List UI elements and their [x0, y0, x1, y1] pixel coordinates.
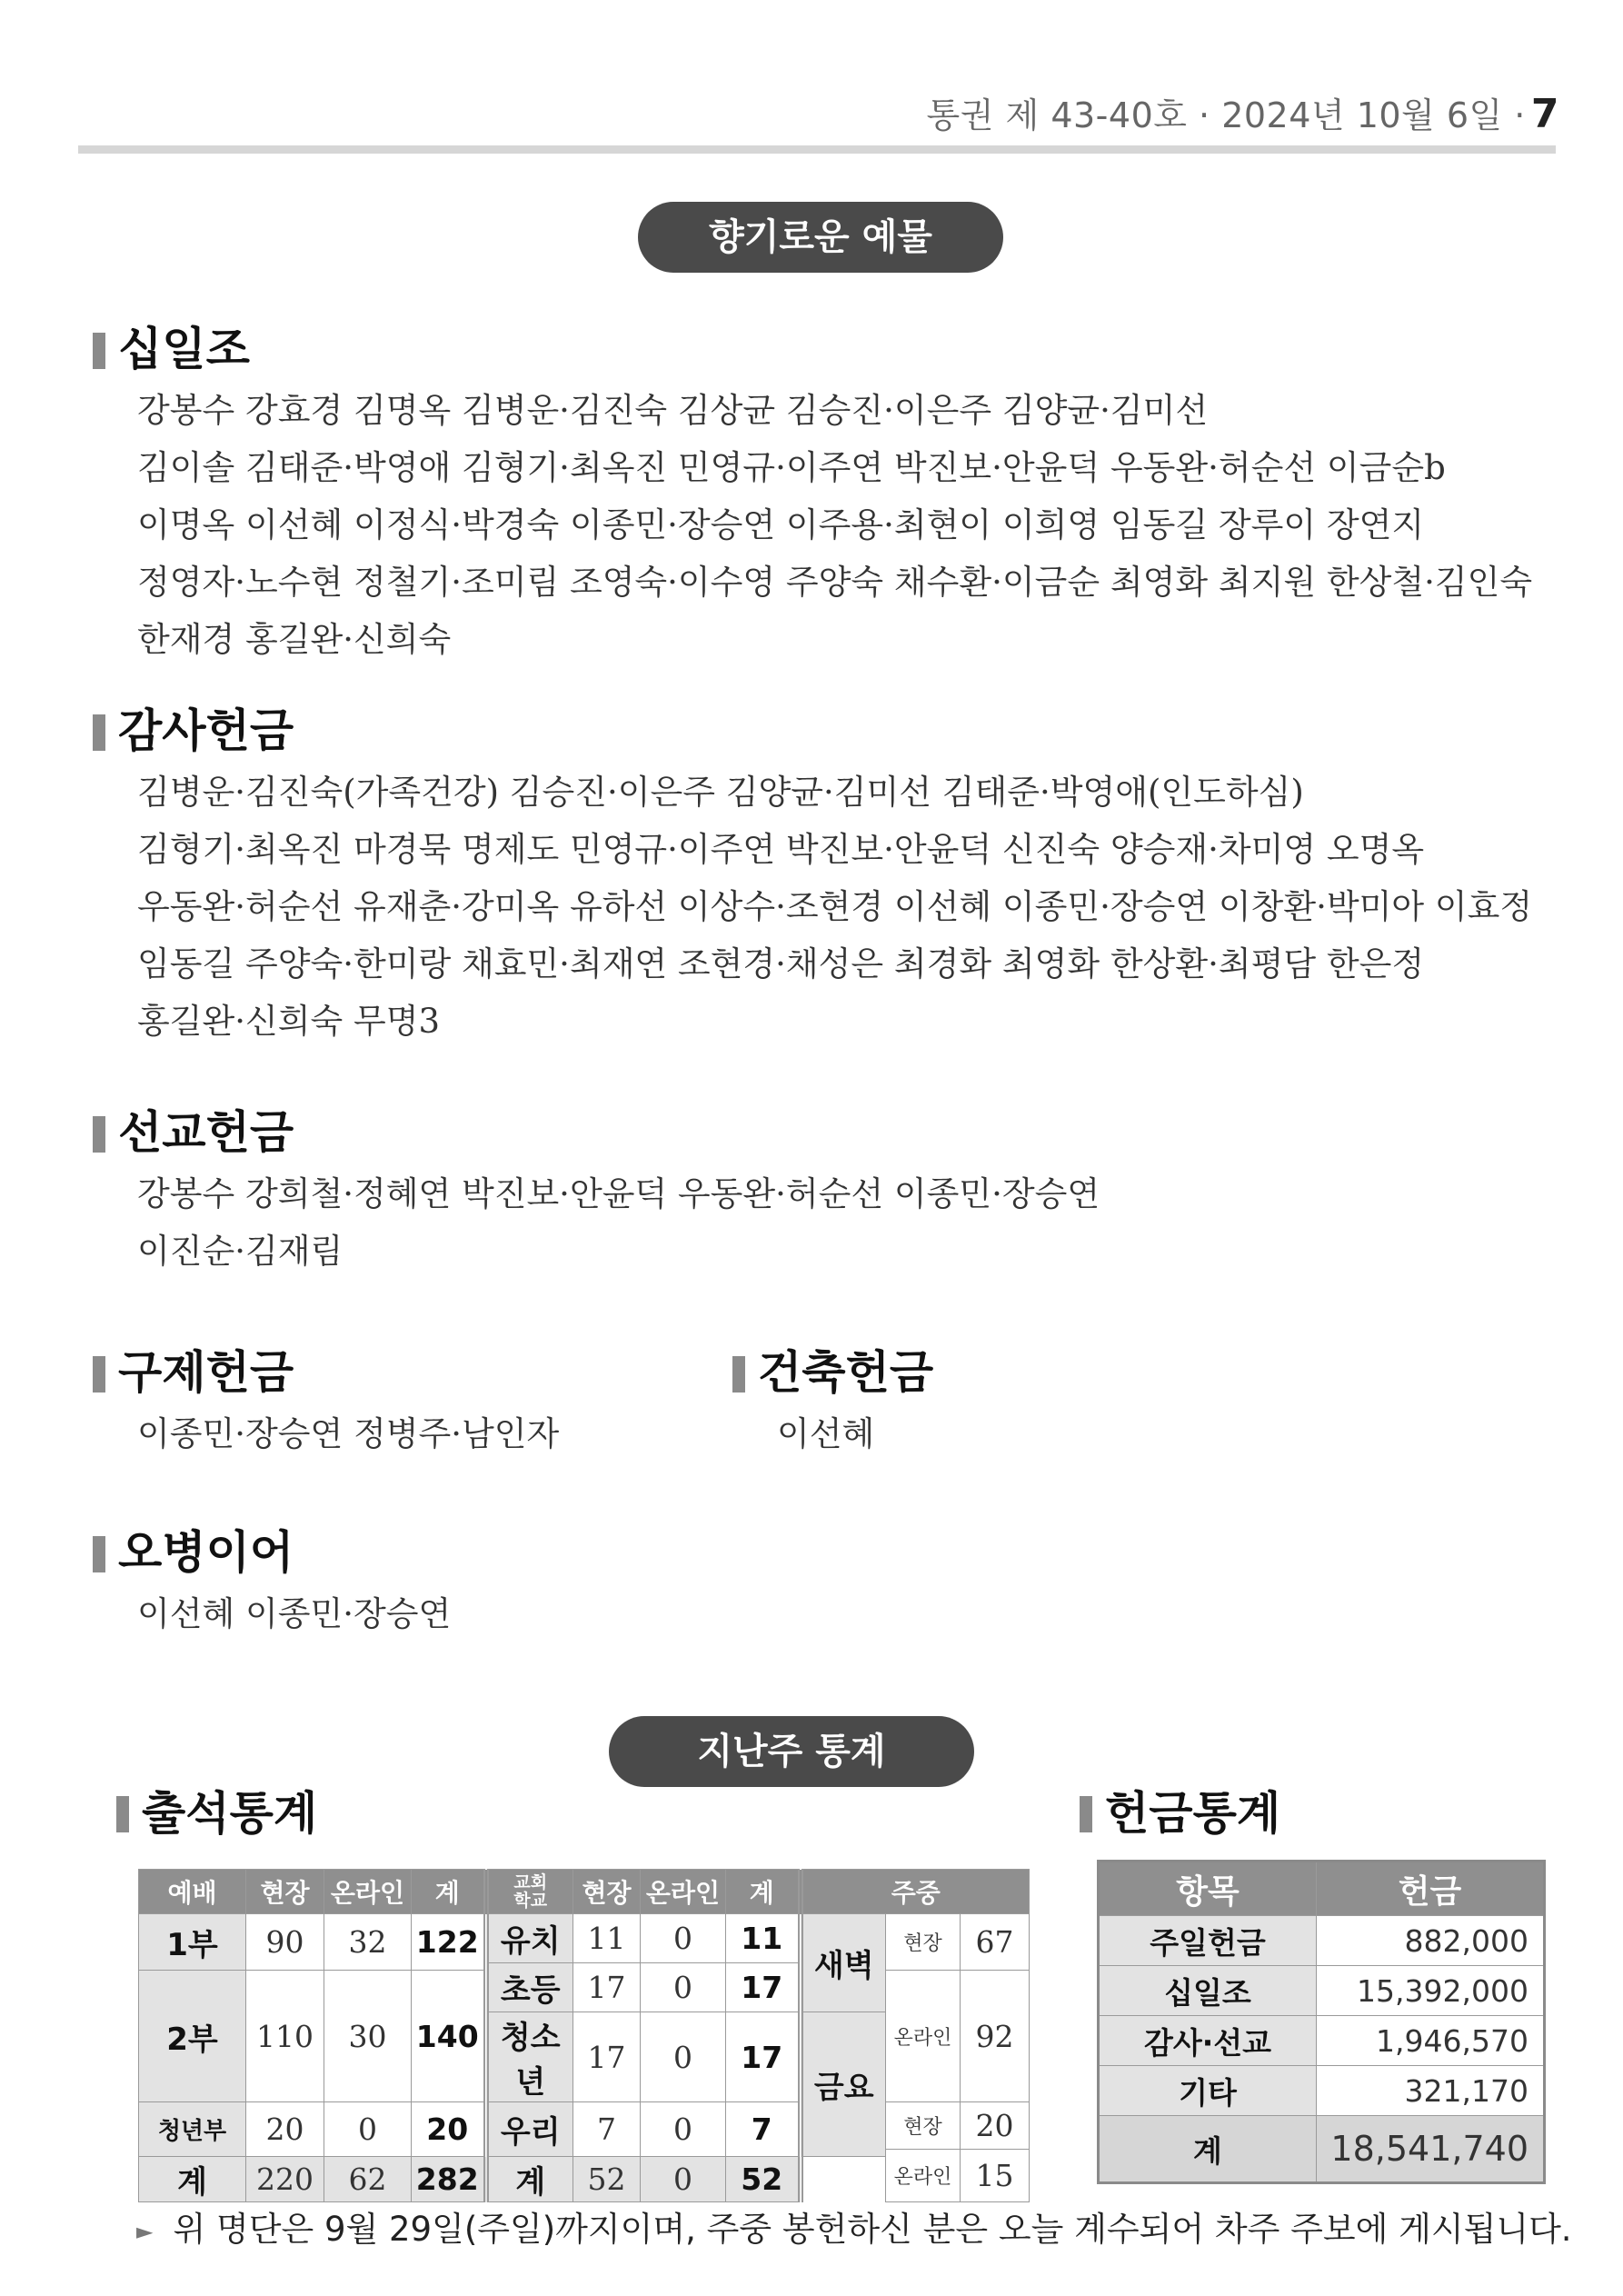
- table-row: [139, 2102, 1030, 2150]
- name-line: 이선혜: [777, 1414, 875, 1453]
- money-header-row: [1099, 1862, 1545, 1916]
- attendance-table: [138, 1869, 1030, 2202]
- footnote-text: 위 명단은 9월 29일(주일)까지이며, 주중 봉헌하신 분은 오늘 계수되어 차주 주보에 게시됩니다.: [173, 2210, 1572, 2249]
- heading-marker: [116, 1796, 129, 1832]
- heading-marker: [732, 1356, 745, 1393]
- heading-marker: [93, 1536, 105, 1572]
- cell-value: 92: [961, 1971, 1030, 2102]
- worship-label: 1부: [139, 1914, 246, 1971]
- building-section: [718, 1340, 933, 1462]
- money-table: [1097, 1860, 1546, 2184]
- mission-title: 선교헌금: [118, 1106, 294, 1159]
- name-line: 우동완·허순선 유재춘·강미옥 유하선 이상수·조현경 이선혜 이종민·장승연 이창환·박미아 이효정: [137, 887, 1533, 926]
- attendance-title: 출석통계: [142, 1787, 318, 1840]
- tithe-section: [78, 316, 1532, 668]
- name-line: 김병운·김진숙(가족건강) 김승진·이은주 김양균·김미선 김태준·박영애(인도하심): [137, 773, 1304, 812]
- money-amount: 882,000: [1317, 1916, 1545, 1966]
- name-line: 김형기·최옥진 마경묵 명제도 민영규·이주연 박진보·안윤덕 신진숙 양승재·차미영 오명옥: [137, 830, 1425, 869]
- relief-heading: [78, 1340, 559, 1405]
- name-line: 강봉수 강효경 김명옥 김병운·김진숙 김상균 김승진·이은주 김양균·김미선: [137, 391, 1209, 430]
- tithe-heading: [78, 316, 1532, 382]
- relief-names: [78, 1405, 559, 1462]
- weekday-type: 온라인: [886, 2150, 961, 2202]
- col-header: 계: [412, 1870, 486, 1914]
- worship-label: 청년부: [139, 2102, 246, 2157]
- money-total-amount: 18,541,740: [1317, 2116, 1545, 2183]
- school-label: 유치: [486, 1914, 573, 1963]
- name-line: 김이솔 김태준·박영애 김형기·최옥진 민영규·이주연 박진보·안윤덕 우동완·허순선 이금순b: [137, 448, 1446, 487]
- cell-value: 0: [641, 2012, 726, 2102]
- worship-label: 2부: [139, 1971, 246, 2102]
- attendance-header-row: [139, 1870, 1030, 1914]
- money-item: 감사·선교: [1099, 2016, 1317, 2066]
- col-header: 현장: [246, 1870, 324, 1914]
- attendance-heading: [102, 1782, 317, 1845]
- fivetwo-heading: [78, 1520, 451, 1585]
- triangle-bullet-icon: ►: [136, 2218, 154, 2244]
- total-row: [1099, 2116, 1545, 2183]
- heading-marker: [93, 714, 105, 751]
- col-header: 계: [726, 1870, 801, 1914]
- table-row: [1099, 1916, 1545, 1966]
- mission-section: [78, 1100, 1100, 1280]
- building-title: 건축헌금: [758, 1346, 934, 1399]
- issue-header: [927, 87, 1559, 137]
- mission-heading: [78, 1100, 1100, 1165]
- school-label: 청소년: [486, 2012, 573, 2102]
- offering-banner: 향기로운 예물: [638, 202, 1003, 273]
- worship-total-label: 계: [139, 2157, 246, 2202]
- col-header: 헌금: [1317, 1862, 1545, 1916]
- label-part: 학교: [513, 1891, 548, 1911]
- building-heading: [718, 1340, 933, 1405]
- page-number: 7: [1530, 91, 1559, 137]
- money-amount: 321,170: [1317, 2066, 1545, 2116]
- fivetwo-names: [78, 1585, 451, 1642]
- tithe-title: 십일조: [118, 323, 250, 375]
- cell-value: 90: [246, 1914, 324, 1971]
- cell-value: 0: [641, 1963, 726, 2012]
- cell-value: 15: [961, 2150, 1030, 2202]
- cell-value: 0: [641, 2102, 726, 2157]
- name-line: 이선혜 이종민·장승연: [137, 1594, 452, 1633]
- col-header: 항목: [1099, 1862, 1317, 1916]
- name-line: 이명옥 이선혜 이정식·박경숙 이종민·장승연 이주용·최현이 이희영 임동길 장루이 장연지: [137, 505, 1425, 544]
- cell-total: 52: [573, 2157, 641, 2202]
- cell-total: 17: [726, 1963, 801, 2012]
- col-header: 주중: [801, 1870, 1030, 1914]
- table-row: [1099, 1966, 1545, 2016]
- money-total-label: 계: [1099, 2116, 1317, 2183]
- money-item: 주일헌금: [1099, 1916, 1317, 1966]
- cell-value: 20: [246, 2102, 324, 2157]
- cell-total: 52: [726, 2157, 801, 2202]
- col-header: 예배: [139, 1870, 246, 1914]
- cell-value: 0: [641, 1914, 726, 1963]
- cell-total: 11: [726, 1914, 801, 1963]
- table-row: [1099, 2016, 1545, 2066]
- table-row: [1099, 2066, 1545, 2116]
- name-line: 이진순·김재림: [137, 1232, 344, 1271]
- cell-total: 20: [412, 2102, 486, 2157]
- cell-value: 0: [324, 2102, 412, 2157]
- weekday-type: 온라인: [886, 1971, 961, 2102]
- name-line: 이종민·장승연 정병주·남인자: [137, 1414, 560, 1453]
- label-part: 교회: [513, 1872, 548, 1892]
- table-row: [139, 1914, 1030, 1963]
- weekday-label: 새벽: [801, 1914, 886, 2012]
- weekday-type: 현장: [886, 1914, 961, 1971]
- school-label: 우리: [486, 2102, 573, 2157]
- money-amount: 15,392,000: [1317, 1966, 1545, 2016]
- money-amount: 1,946,570: [1317, 2016, 1545, 2066]
- cell-total: 140: [412, 1971, 486, 2102]
- cell-value: 20: [961, 2102, 1030, 2150]
- tithe-names: [78, 382, 1532, 668]
- name-line: 강봉수 강희철·정혜연 박진보·안윤덕 우동완·허순선 이종민·장승연: [137, 1174, 1100, 1213]
- building-names: [718, 1405, 933, 1462]
- issue-info: 통권 제 43-40호 · 2024년 10월 6일 ·: [926, 95, 1526, 135]
- name-line: 정영자·노수현 정철기·조미림 조영숙·이수영 주양숙 채수환·이금순 최영화 최지원 한상철·김인숙: [137, 563, 1533, 602]
- col-header-church-school: [486, 1870, 573, 1914]
- weekday-type: 현장: [886, 2102, 961, 2150]
- cell-value: 7: [573, 2102, 641, 2157]
- cell-value: 32: [324, 1914, 412, 1971]
- cell-total: 220: [246, 2157, 324, 2202]
- header-divider: [78, 145, 1556, 154]
- footnote: [136, 2201, 1572, 2251]
- money-heading: [1065, 1782, 1280, 1845]
- heading-marker: [93, 1356, 105, 1393]
- heading-marker: [93, 1116, 105, 1153]
- col-header: 현장: [573, 1870, 641, 1914]
- cell-value: 67: [961, 1914, 1030, 1971]
- weekday-label: 금요: [801, 2012, 886, 2157]
- name-line: 한재경 홍길완·신희숙: [137, 620, 452, 659]
- money-item: 기타: [1099, 2066, 1317, 2116]
- cell-value: 17: [573, 1963, 641, 2012]
- relief-title: 구제헌금: [118, 1346, 294, 1399]
- cell-total: 122: [412, 1914, 486, 1971]
- cell-value: 11: [573, 1914, 641, 1963]
- money-title: 헌금통계: [1105, 1787, 1281, 1840]
- name-line: 임동길 주양숙·한미랑 채효민·최재연 조현경·채성은 최경화 최영화 한상환·최평담 한은정: [137, 944, 1425, 983]
- col-header: 온라인: [324, 1870, 412, 1914]
- cell-total: 7: [726, 2102, 801, 2157]
- cell-value: 17: [573, 2012, 641, 2102]
- thanks-section: [78, 698, 1532, 1050]
- money-item: 십일조: [1099, 1966, 1317, 2016]
- cell-total: 62: [324, 2157, 412, 2202]
- relief-section: [78, 1340, 559, 1462]
- mission-names: [78, 1165, 1100, 1280]
- thanks-title: 감사헌금: [118, 704, 294, 757]
- school-total-label: 계: [486, 2157, 573, 2202]
- school-label: 초등: [486, 1963, 573, 2012]
- cell-total: 0: [641, 2157, 726, 2202]
- cell-value: 110: [246, 1971, 324, 2102]
- fivetwo-title: 오병이어: [118, 1526, 294, 1579]
- name-line: 홍길완·신희숙 무명3: [137, 1002, 440, 1041]
- cell-value: 30: [324, 1971, 412, 2102]
- heading-marker: [1080, 1796, 1092, 1832]
- cell-total: 282: [412, 2157, 486, 2202]
- thanks-heading: [78, 698, 1532, 764]
- thanks-names: [78, 764, 1532, 1050]
- fivetwo-section: [78, 1520, 451, 1642]
- col-header: 온라인: [641, 1870, 726, 1914]
- cell-total: 17: [726, 2012, 801, 2102]
- heading-marker: [93, 333, 105, 369]
- stats-banner: 지난주 통계: [609, 1716, 974, 1787]
